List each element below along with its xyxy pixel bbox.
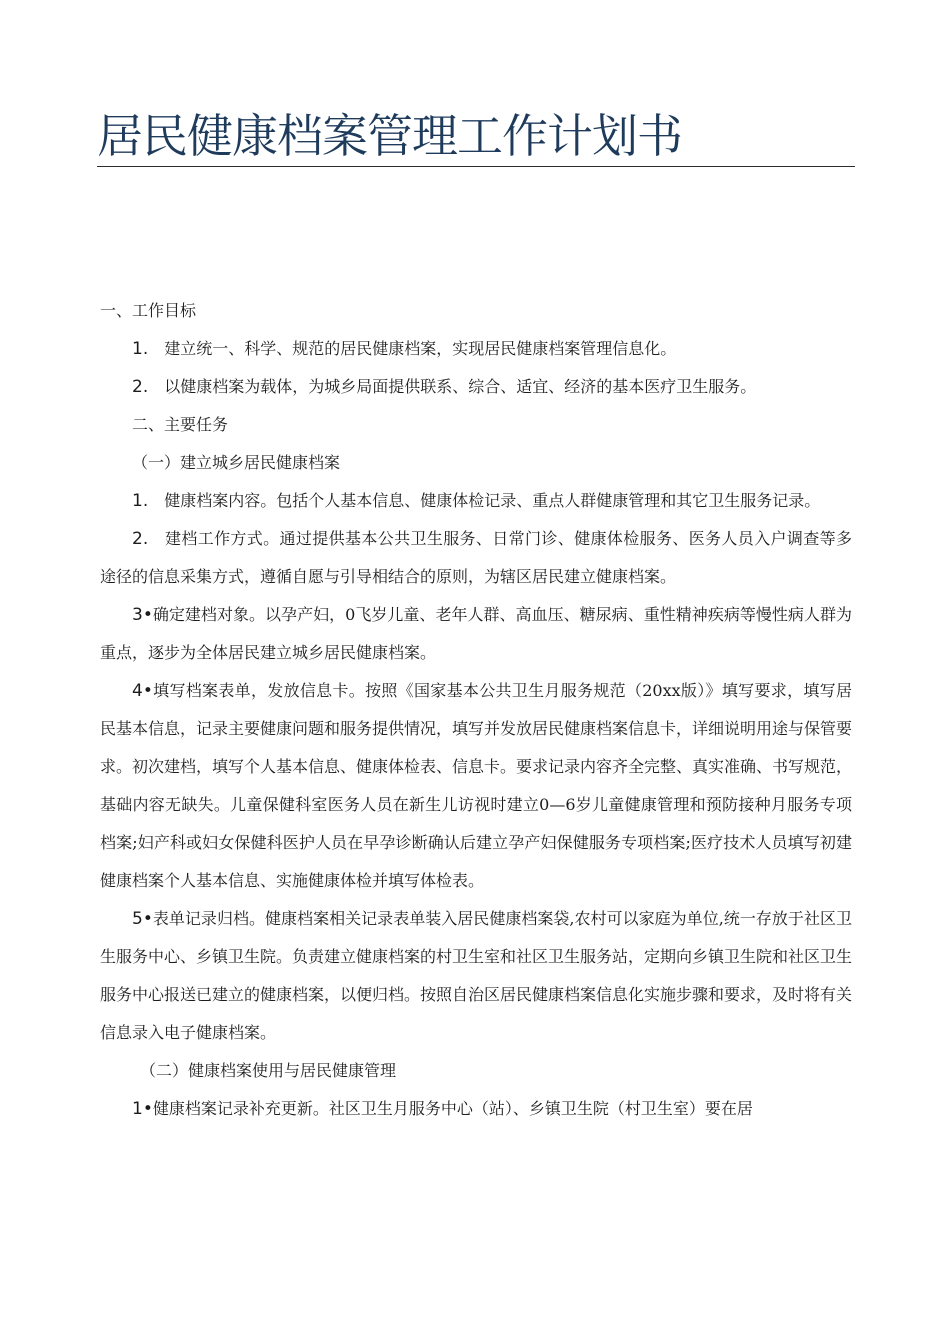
goal-item-2-text: 以健康档案为载体，为城乡局面提供联系、综合、适宜、经济的基本医疗卫生服务。 xyxy=(148,377,757,396)
task-paragraph-3 xyxy=(100,596,852,672)
goal-item-1 xyxy=(100,330,852,368)
task-paragraph-1 xyxy=(100,482,852,520)
usage-paragraph-1-text: 健康档案记录补充更新。社区卫生月服务中心（站）、乡镇卫生院（村卫生室）要在居 xyxy=(152,1099,753,1118)
task-paragraph-4-text: 填写档案表单，发放信息卡。按照《国家基本公共卫生月服务规范（20xx版）》填写要求，填写居民基本信息，记录主要健康问题和服务提供情况，填写并发放居民健康档案信息卡，详细说明用途与保管要求。初次建档，填写个人基本信息、健康体检表、信息卡。要求记录内容齐全完整、真实准确、书写规范，基础内容无缺失。儿童保健科室医务人员在新生儿访视时建立0—6岁儿童健康管理和预防接种月服务专项档案;妇产科或妇女保健科医护人员在早孕诊断确认后建立孕产妇保健服务专项档案;医疗技术人员填写初建健康档案个人基本信息、实施健康体检并填写体检表。 xyxy=(100,681,853,890)
task-paragraph-3-number: 3• xyxy=(132,605,153,625)
goal-item-1-text: 建立统一、科学、规范的居民健康档案，实现居民健康档案管理信息化。 xyxy=(148,339,677,358)
task-paragraph-2-text: 建档工作方式。通过提供基本公共卫生服务、日常门诊、健康体检服务、医务人员入户调查等多途径的信息采集方式，遵循自愿与引导相结合的原则，为辖区居民建立健康档案。 xyxy=(100,529,852,586)
goal-item-2-number: 2. xyxy=(132,377,149,397)
task-paragraph-4 xyxy=(100,672,852,900)
section-heading-tasks: 二、主要任务 xyxy=(132,415,229,434)
task-paragraph-5 xyxy=(100,900,852,1052)
subsection-heading-establish: （一）建立城乡居民健康档案 xyxy=(132,453,341,472)
task-paragraph-5-number: 5• xyxy=(132,909,153,929)
task-paragraph-2 xyxy=(100,520,852,596)
title-underline xyxy=(97,166,855,167)
section-heading-goals: 一、工作目标 xyxy=(100,301,197,320)
usage-paragraph-1 xyxy=(100,1090,852,1128)
subsection-heading-usage: （二）健康档案使用与居民健康管理 xyxy=(140,1061,397,1080)
task-paragraph-3-text: 确定建档对象。以孕产妇，0飞岁儿童、老年人群、高血压、糖尿病、重性精神疾病等慢性病人群为重点，逐步为全体居民建立城乡居民健康档案。 xyxy=(100,605,852,662)
task-paragraph-1-number: 1. xyxy=(132,491,149,511)
document-body xyxy=(100,292,852,1128)
usage-paragraph-1-number: 1• xyxy=(132,1099,153,1119)
task-paragraph-1-text: 健康档案内容。包括个人基本信息、健康体检记录、重点人群健康管理和其它卫生服务记录。 xyxy=(148,491,821,510)
document-title: 居民健康档案管理工作计划书 xyxy=(97,109,682,163)
task-paragraph-2-number: 2. xyxy=(132,529,149,549)
goal-item-2 xyxy=(100,368,852,406)
goal-item-1-number: 1. xyxy=(132,339,149,359)
task-paragraph-4-number: 4• xyxy=(132,681,153,701)
task-paragraph-5-text: 表单记录归档。健康档案相关记录表单装入居民健康档案袋,农村可以家庭为单位,统一存放于社区卫生服务中心、乡镇卫生院。负责建立健康档案的村卫生室和社区卫生服务站，定期向乡镇卫生院和社区卫生服务中心报送已建立的健康档案，以便归档。按照自治区居民健康档案信息化实施步骤和要求，及时将有关信息录入电子健康档案。 xyxy=(100,909,853,1042)
